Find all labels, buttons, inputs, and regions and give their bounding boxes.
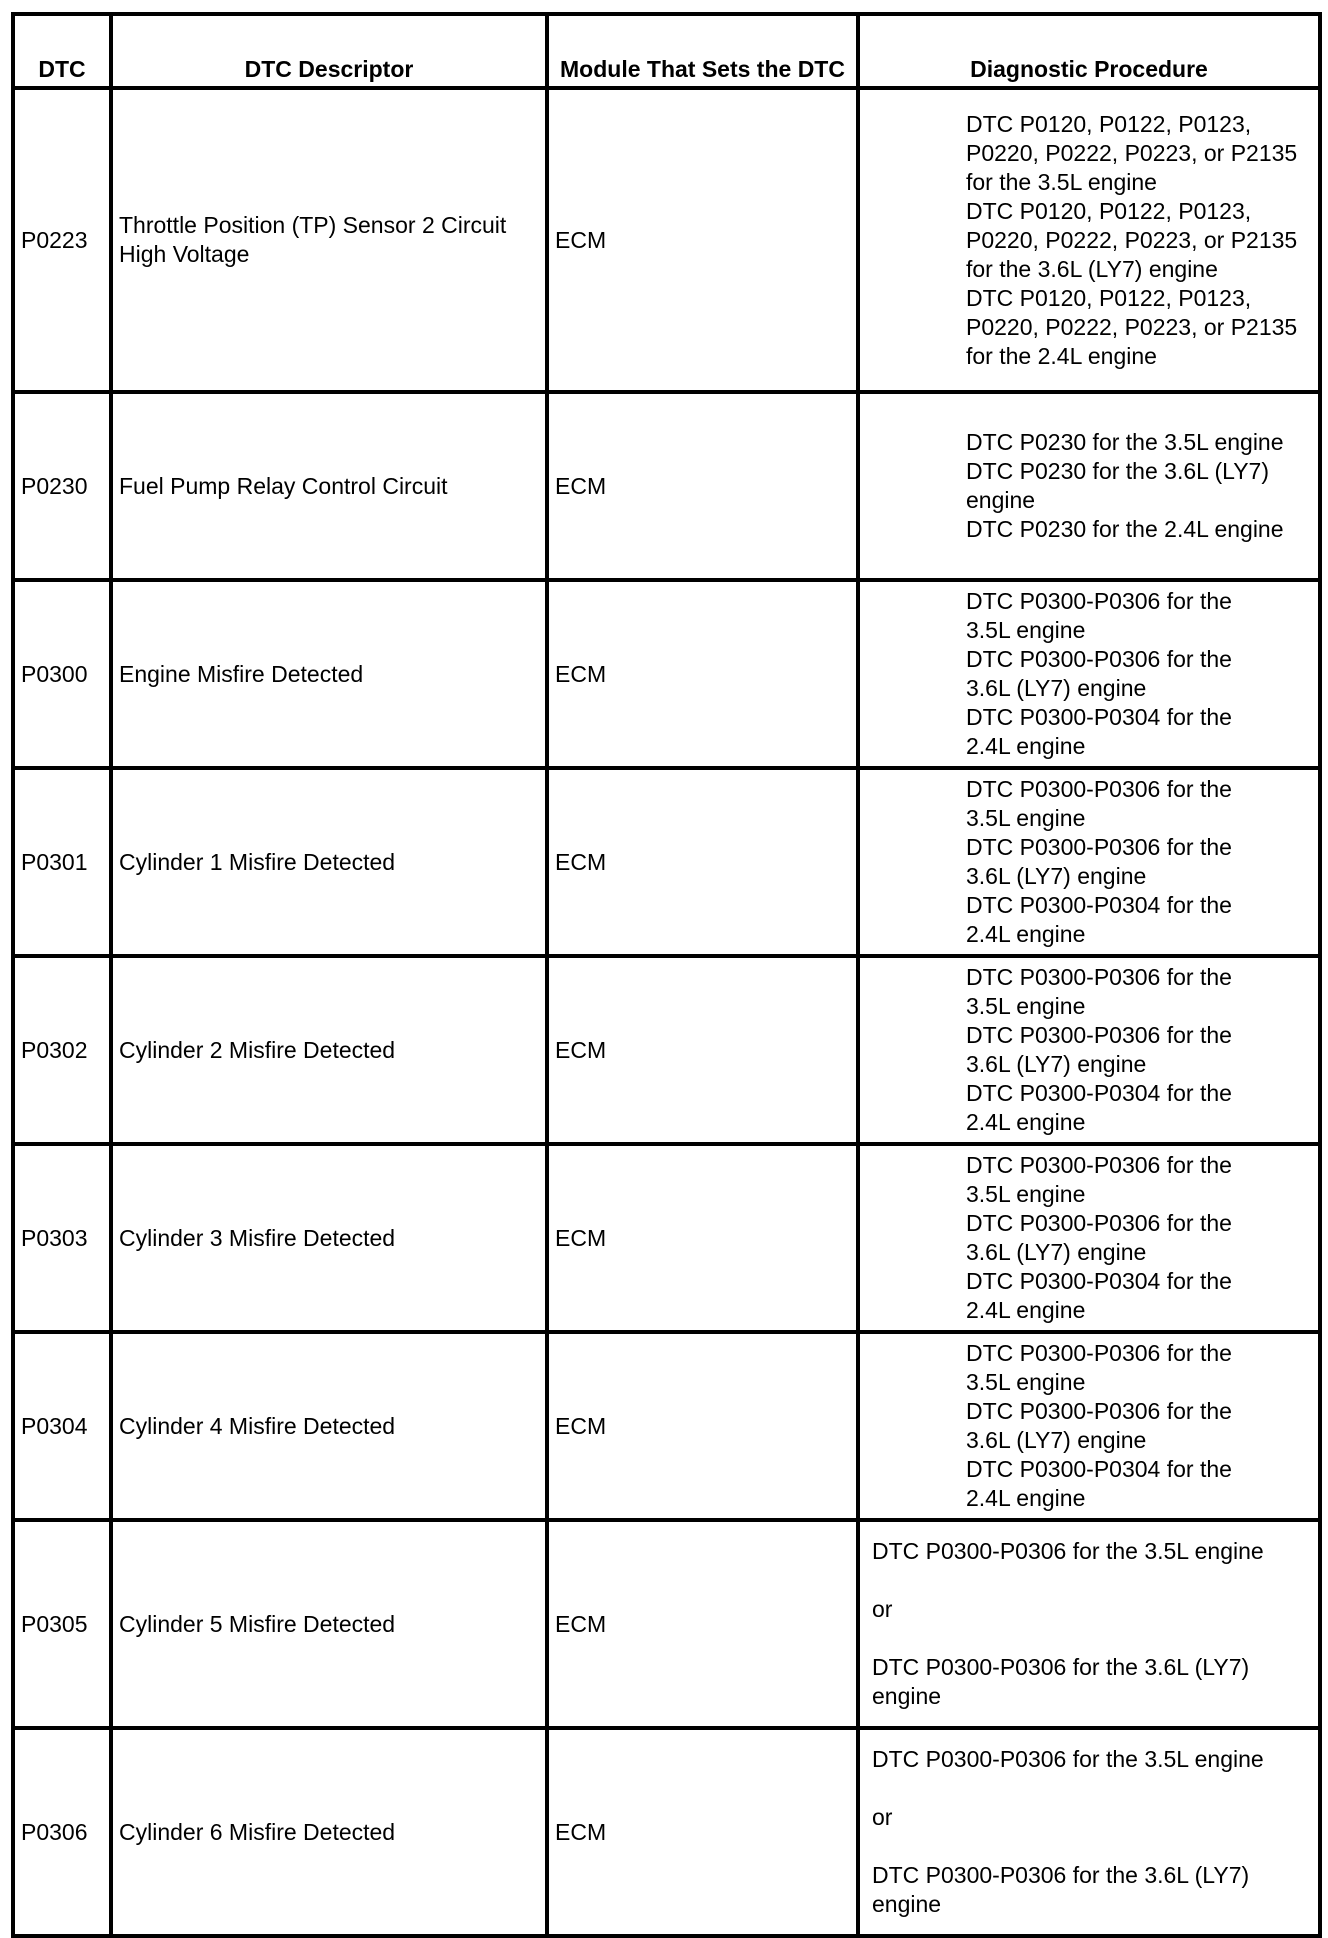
diagnostic-procedure xyxy=(858,392,1320,580)
procedure-link[interactable]: DTC P0120, P0122, P0123, P0220, P0222, P0223, or P2135 for the 2.4L engine xyxy=(966,284,1298,369)
table-row xyxy=(13,1144,1320,1332)
procedure-link[interactable]: DTC P0300-P0306 for the 3.5L engine xyxy=(966,1152,1232,1207)
procedure-link[interactable]: DTC P0300-P0306 for the 3.6L (LY7) engine xyxy=(966,646,1232,701)
setting-module: ECM xyxy=(547,580,858,768)
procedure-link[interactable]: DTC P0120, P0122, P0123, P0220, P0222, P0223, or P2135 for the 3.5L engine xyxy=(966,110,1298,195)
diagnostic-procedure xyxy=(858,88,1320,392)
header-procedure: Diagnostic Procedure xyxy=(858,14,1320,88)
setting-module: ECM xyxy=(547,1728,858,1936)
setting-module: ECM xyxy=(547,768,858,956)
setting-module: ECM xyxy=(547,1520,858,1728)
procedure-link[interactable]: DTC P0300-P0306 for the 3.5L engine xyxy=(872,1538,1264,1564)
setting-module: ECM xyxy=(547,392,858,580)
procedure-link[interactable]: DTC P0300-P0306 for the 3.5L engine xyxy=(966,776,1232,831)
dtc-code: P0300 xyxy=(13,580,111,768)
procedure-separator: or xyxy=(872,1804,893,1830)
setting-module: ECM xyxy=(547,1332,858,1520)
procedure-link[interactable]: DTC P0300-P0306 for the 3.5L engine xyxy=(966,964,1232,1019)
procedure-link[interactable]: DTC P0300-P0304 for the 2.4L engine xyxy=(966,1080,1232,1135)
dtc-code: P0223 xyxy=(13,88,111,392)
procedure-link[interactable]: DTC P0300-P0306 for the 3.6L (LY7) engine xyxy=(966,1022,1232,1077)
procedure-link[interactable]: DTC P0300-P0304 for the 2.4L engine xyxy=(966,892,1232,947)
dtc-descriptor: Cylinder 3 Misfire Detected xyxy=(111,1144,547,1332)
table-row xyxy=(13,1728,1320,1936)
header-row xyxy=(13,14,1320,88)
dtc-code: P0301 xyxy=(13,768,111,956)
table-row xyxy=(13,580,1320,768)
diagnostic-procedure xyxy=(858,580,1320,768)
dtc-descriptor: Engine Misfire Detected xyxy=(111,580,547,768)
table-row xyxy=(13,392,1320,580)
procedure-link[interactable]: DTC P0120, P0122, P0123, P0220, P0222, P0223, or P2135 for the 3.6L (LY7) engine xyxy=(966,197,1298,282)
procedure-link[interactable]: DTC P0300-P0306 for the 3.6L (LY7) engine xyxy=(966,1210,1232,1265)
procedure-link[interactable]: DTC P0230 for the 2.4L engine xyxy=(966,516,1284,542)
dtc-code: P0306 xyxy=(13,1728,111,1936)
procedure-link[interactable]: DTC P0230 for the 3.5L engine xyxy=(966,429,1284,455)
procedure-link[interactable]: DTC P0230 for the 3.6L (LY7) engine xyxy=(966,458,1269,513)
setting-module: ECM xyxy=(547,1144,858,1332)
table-row xyxy=(13,768,1320,956)
table-row xyxy=(13,956,1320,1144)
dtc-code: P0304 xyxy=(13,1332,111,1520)
dtc-code: P0230 xyxy=(13,392,111,580)
table-row xyxy=(13,1332,1320,1520)
dtc-descriptor: Cylinder 6 Misfire Detected xyxy=(111,1728,547,1936)
procedure-link[interactable]: DTC P0300-P0304 for the 2.4L engine xyxy=(966,1456,1232,1511)
header-module: Module That Sets the DTC xyxy=(547,14,858,88)
dtc-code: P0303 xyxy=(13,1144,111,1332)
procedure-link[interactable]: DTC P0300-P0306 for the 3.6L (LY7) engine xyxy=(966,834,1232,889)
dtc-code: P0302 xyxy=(13,956,111,1144)
setting-module: ECM xyxy=(547,956,858,1144)
procedure-link[interactable]: DTC P0300-P0306 for the 3.5L engine xyxy=(966,1340,1232,1395)
diagnostic-procedure xyxy=(858,1728,1320,1936)
dtc-descriptor: Throttle Position (TP) Sensor 2 Circuit High Voltage xyxy=(111,88,547,392)
dtc-descriptor: Cylinder 1 Misfire Detected xyxy=(111,768,547,956)
table-row xyxy=(13,1520,1320,1728)
header-dtc: DTC xyxy=(13,14,111,88)
procedure-link[interactable]: DTC P0300-P0306 for the 3.6L (LY7) engine xyxy=(872,1654,1250,1709)
diagnostic-procedure xyxy=(858,768,1320,956)
table-row xyxy=(13,88,1320,392)
diagnostic-procedure xyxy=(858,1520,1320,1728)
diagnostic-procedure xyxy=(858,956,1320,1144)
setting-module: ECM xyxy=(547,88,858,392)
header-descriptor: DTC Descriptor xyxy=(111,14,547,88)
diagnostic-procedure xyxy=(858,1144,1320,1332)
dtc-descriptor: Cylinder 4 Misfire Detected xyxy=(111,1332,547,1520)
dtc-descriptor: Cylinder 5 Misfire Detected xyxy=(111,1520,547,1728)
procedure-link[interactable]: DTC P0300-P0304 for the 2.4L engine xyxy=(966,1268,1232,1323)
dtc-table xyxy=(11,12,1322,1938)
procedure-link[interactable]: DTC P0300-P0306 for the 3.5L engine xyxy=(966,588,1232,643)
dtc-code: P0305 xyxy=(13,1520,111,1728)
procedure-link[interactable]: DTC P0300-P0306 for the 3.6L (LY7) engine xyxy=(872,1862,1250,1917)
dtc-descriptor: Cylinder 2 Misfire Detected xyxy=(111,956,547,1144)
procedure-link[interactable]: DTC P0300-P0306 for the 3.6L (LY7) engine xyxy=(966,1398,1232,1453)
procedure-separator: or xyxy=(872,1596,893,1622)
diagnostic-procedure xyxy=(858,1332,1320,1520)
procedure-link[interactable]: DTC P0300-P0304 for the 2.4L engine xyxy=(966,704,1232,759)
procedure-link[interactable]: DTC P0300-P0306 for the 3.5L engine xyxy=(872,1746,1264,1772)
dtc-descriptor: Fuel Pump Relay Control Circuit xyxy=(111,392,547,580)
